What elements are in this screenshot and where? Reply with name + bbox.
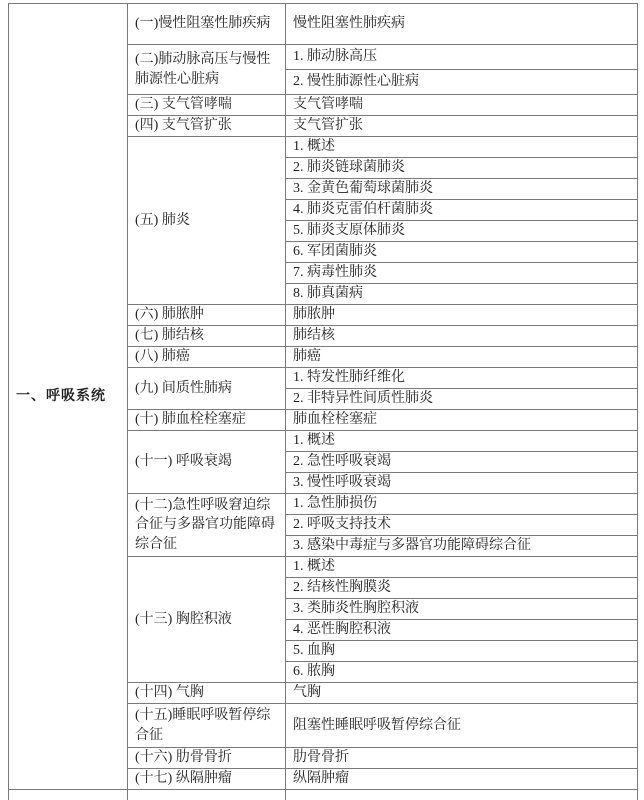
section-cell: (八) 肺癌: [128, 347, 286, 368]
topic-cell: 慢性阻塞性肺疾病: [286, 4, 638, 45]
topic-cell: 2. 呼吸支持技术: [286, 515, 638, 536]
topic-cell: 纵隔肿瘤: [286, 769, 638, 790]
topic-cell: 3. 感染中毒症与多器官功能障碍综合征: [286, 536, 638, 557]
topic-cell: 5. 肺炎支原体肺炎: [286, 221, 638, 242]
topic-cell: 肋骨骨折: [286, 748, 638, 769]
topic-cell: 2. 非特异性间质性肺炎: [286, 389, 638, 410]
section-cell: (十一) 呼吸衰竭: [128, 431, 286, 494]
section-cell: (四) 支气管扩张: [128, 116, 286, 137]
section-cell: (十七) 纵隔肿瘤: [128, 769, 286, 790]
respiratory-system-toc-table: [8, 3, 638, 800]
topic-cell: 2. 结核性胸膜炎: [286, 578, 638, 599]
topic-cell: 气胸: [286, 683, 638, 704]
topic-cell: 2. 肺炎链球菌肺炎: [286, 158, 638, 179]
topic-cell: 3. 慢性呼吸衰竭: [286, 473, 638, 494]
topic-cell: 肺脓肿: [286, 305, 638, 326]
category-cell: 一、呼吸系统: [9, 4, 128, 790]
topic-cell: 1. 特发性肺纤维化: [286, 368, 638, 389]
section-cell: (十四) 气胸: [128, 683, 286, 704]
table-row: [9, 4, 638, 45]
section-cell: (七) 肺结核: [128, 326, 286, 347]
table-body: [9, 4, 638, 800]
section-cell: (十三) 胸腔积液: [128, 557, 286, 683]
section-cell: (九) 间质性肺病: [128, 368, 286, 410]
topic-cell: 4. 恶性胸腔积液: [286, 620, 638, 641]
topic-cell: 5. 血胸: [286, 641, 638, 662]
section-cell: (十) 肺血栓栓塞症: [128, 410, 286, 431]
section-cell: (六) 肺脓肿: [128, 305, 286, 326]
topic-cell: 肺血栓栓塞症: [286, 410, 638, 431]
topic-cell: 1. 概述: [286, 557, 638, 578]
topic-cell: 肺结核: [286, 326, 638, 347]
table-row-partial: [9, 790, 638, 800]
topic-cell: 3. 金黄色葡萄球菌肺炎: [286, 179, 638, 200]
topic-cell: 3. 类肺炎性胸腔积液: [286, 599, 638, 620]
topic-cell: 支气管扩张: [286, 116, 638, 137]
topic-cell: 阻塞性睡眠呼吸暂停综合征: [286, 704, 638, 748]
section-cell: (一)慢性阻塞性肺疾病: [128, 4, 286, 45]
section-cell-next: [128, 790, 286, 800]
topic-cell: 2. 急性呼吸衰竭: [286, 452, 638, 473]
topic-cell: 支气管哮喘: [286, 95, 638, 116]
topic-cell: 1. 概述: [286, 431, 638, 452]
topic-cell: 4. 肺炎克雷伯杆菌肺炎: [286, 200, 638, 221]
section-cell: (十六) 肋骨骨折: [128, 748, 286, 769]
topic-cell: 6. 脓胸: [286, 662, 638, 683]
topic-cell: 1. 急性肺损伤: [286, 494, 638, 515]
category-cell-next: [9, 790, 128, 800]
section-cell: (十二)急性呼吸窘迫综合征与多器官功能障碍综合征: [128, 494, 286, 557]
section-cell: (十五)睡眠呼吸暂停综合征: [128, 704, 286, 748]
topic-cell: 1. 肺动脉高压: [286, 45, 638, 70]
topic-cell-next: [286, 790, 638, 800]
topic-cell: 6. 军团菌肺炎: [286, 242, 638, 263]
topic-cell: 7. 病毒性肺炎: [286, 263, 638, 284]
topic-cell: 8. 肺真菌病: [286, 284, 638, 305]
topic-cell: 1. 概述: [286, 137, 638, 158]
topic-cell: 肺癌: [286, 347, 638, 368]
topic-cell: 2. 慢性肺源性心脏病: [286, 70, 638, 95]
section-cell: (二)肺动脉高压与慢性肺源性心脏病: [128, 45, 286, 95]
section-cell: (五) 肺炎: [128, 137, 286, 305]
section-cell: (三) 支气管哮喘: [128, 95, 286, 116]
